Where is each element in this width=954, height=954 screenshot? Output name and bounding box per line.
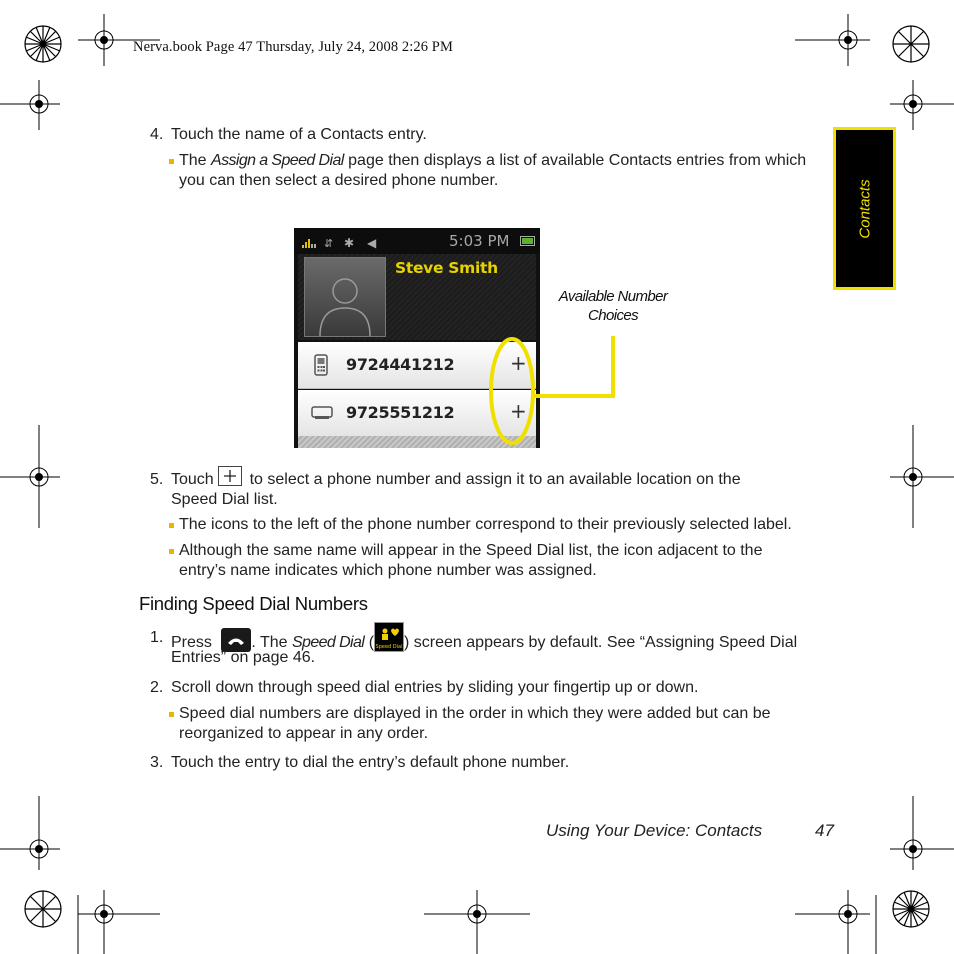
page-number: 47 (815, 821, 834, 840)
print-slug: Nerva.book Page 47 Thursday, July 24, 2008 2:26 PM (133, 39, 453, 55)
signal-icon (302, 239, 310, 248)
section-heading: Finding Speed Dial Numbers (139, 593, 368, 614)
contact-avatar (304, 257, 386, 337)
svg-text:⇵: ⇵ (324, 237, 334, 250)
svg-text:◀: ◀ (367, 236, 377, 250)
section-tab (833, 127, 896, 290)
person-silhouette-icon (305, 258, 385, 336)
svg-text:✱: ✱ (344, 236, 355, 250)
work-phone-icon (311, 405, 333, 421)
add-number-button[interactable]: + (510, 399, 527, 423)
section-tab-label: Contacts (856, 178, 873, 239)
bullet-marker (169, 159, 174, 164)
plus-icon (218, 466, 242, 486)
footer-section: Using Your Device: Contacts (546, 821, 763, 840)
step-4-text: Touch the name of a Contacts entry. (171, 126, 427, 143)
status-icons (294, 228, 434, 254)
add-number-button[interactable]: + (510, 351, 527, 375)
phone-number: 9725551212 (346, 403, 455, 422)
contact-name: Steve Smith (395, 259, 498, 277)
svg-text:Speed Dial: Speed Dial (375, 644, 403, 650)
mobile-phone-icon (314, 354, 328, 376)
callout-highlight (480, 325, 630, 450)
bullet-marker (169, 712, 174, 717)
battery-icon (520, 236, 535, 246)
speed-dial-icon (374, 622, 404, 652)
callout-label: Available Number Choices (558, 288, 668, 324)
status-time: 5:03 PM (449, 232, 510, 250)
status-bar (294, 228, 540, 254)
bullet-marker (169, 549, 174, 554)
phone-number: 9724441212 (346, 355, 455, 374)
bullet-marker (169, 523, 174, 528)
